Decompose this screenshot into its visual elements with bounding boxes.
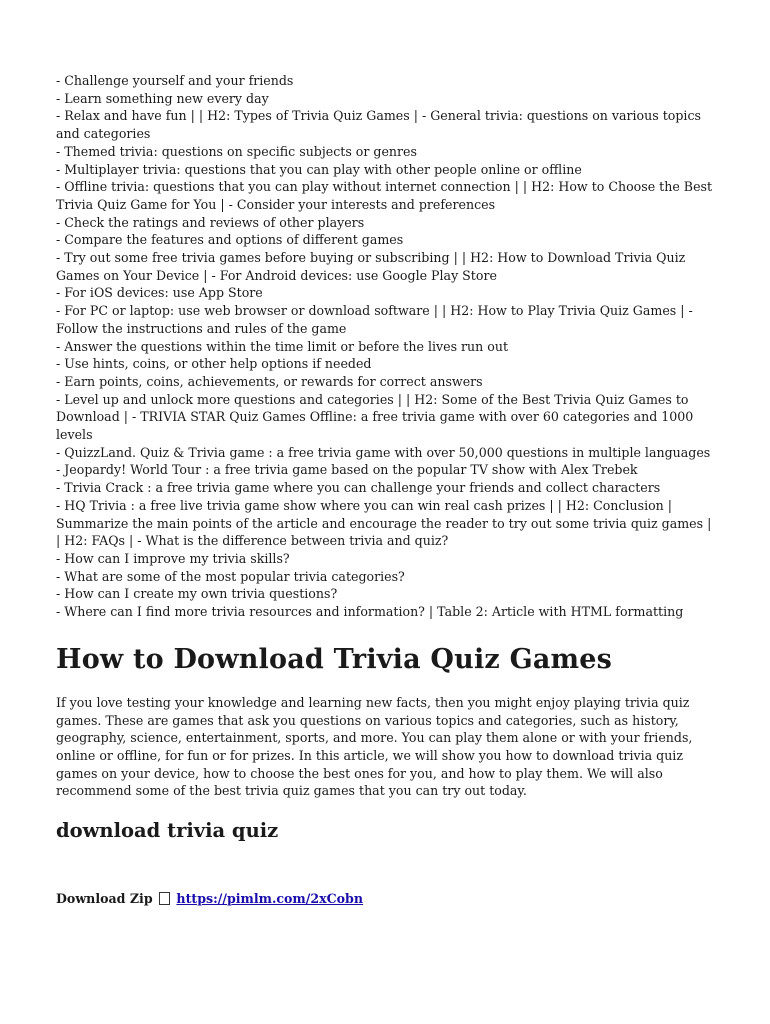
outline-line: - Level up and unlock more questions and categories | | H2: Some of the Best Trivia Quiz Games to Download | - TRIVIA STAR Quiz Games Offline: a free trivia game with over 60 categories and 1000 levels bbox=[56, 391, 694, 443]
outline-line: - Challenge yourself and your friends bbox=[56, 73, 294, 88]
outline-line: - Offline trivia: questions that you can play without internet connection | | H2: How to Choose the Best Trivia Quiz Game for You | - Consider your interests and preferences bbox=[56, 179, 713, 212]
outline-line: - For PC or laptop: use web browser or download software | | H2: How to Play Trivia Quiz Games | - Follow the instructions and rules of the game bbox=[56, 303, 693, 336]
outline-line: - For iOS devices: use App Store bbox=[56, 285, 263, 301]
download-label: Download Zip bbox=[56, 891, 153, 907]
outline-line: - Compare the features and options of different games bbox=[56, 232, 404, 248]
document-page bbox=[56, 72, 716, 908]
outline-line: - Trivia Crack : a free trivia game where you can challenge your friends and collect characters bbox=[56, 480, 661, 496]
outline-line: - How can I improve my trivia skills? bbox=[56, 550, 290, 566]
outline-line: - Learn something new every day bbox=[56, 90, 269, 106]
outline-line: - Answer the questions within the time limit or before the lives run out bbox=[56, 338, 509, 354]
article-title: How to Download Trivia Quiz Games bbox=[56, 643, 613, 675]
outline-line: - What are some of the most popular trivia categories? bbox=[56, 568, 405, 584]
outline-line: - Check the ratings and reviews of other players bbox=[56, 214, 365, 230]
outline-line: - QuizzLand. Quiz & Trivia game : a free trivia game with over 50,000 questions in multiple languages bbox=[56, 444, 711, 460]
outline-line: - Where can I find more trivia resources and information? | Table 2: Article with HTML formatting bbox=[56, 604, 684, 620]
outline-line: - Multiplayer trivia: questions that you can play with other people online or offline bbox=[56, 161, 582, 177]
outline-line: - Relax and have fun | | H2: Types of Trivia Quiz Games | - General trivia: questions on various topics and categories bbox=[56, 108, 701, 142]
outline-line: - Use hints, coins, or other help options if needed bbox=[56, 356, 372, 372]
outline-line: - Earn points, coins, achievements, or rewards for correct answers bbox=[56, 373, 483, 389]
outline-line: - HQ Trivia : a free live trivia game show where you can win real cash prizes | | H2: Conclusion | Summarize the main points of the article and encourage the reader to try out some trivia quiz games | | H2: FAQs | - What is the difference between trivia and quiz? bbox=[56, 497, 712, 549]
download-line bbox=[56, 890, 716, 908]
download-link[interactable]: https://pimlm.com/2xCobn bbox=[176, 891, 364, 907]
download-box-icon bbox=[159, 892, 170, 905]
outline-line: - Themed trivia: questions on specific subjects or genres bbox=[56, 143, 417, 159]
outline-line: - How can I create my own trivia questions? bbox=[56, 586, 338, 602]
article-intro: If you love testing your knowledge and learning new facts, then you might enjoy playing trivia quiz games. These are games that ask you questions on various topics and categories, such as history, geography, science, entertainment, sports, and more. You can play them alone or with your friends, online or offline, for fun or for prizes. In this article, we will show you how to download trivia quiz games on your device, how to choose the best ones for you, and how to play them. We will also recommend some of the best trivia quiz games that you can try out today. bbox=[56, 694, 693, 799]
outline-list bbox=[56, 72, 716, 621]
outline-line: - Jeopardy! World Tour : a free trivia game based on the popular TV show with Alex Trebek bbox=[56, 462, 638, 478]
outline-line: - Try out some free trivia games before buying or subscribing | | H2: How to Download Trivia Quiz Games on Your Device | - For Android devices: use Google Play Store bbox=[56, 250, 686, 283]
section-heading: download trivia quiz bbox=[56, 819, 279, 843]
